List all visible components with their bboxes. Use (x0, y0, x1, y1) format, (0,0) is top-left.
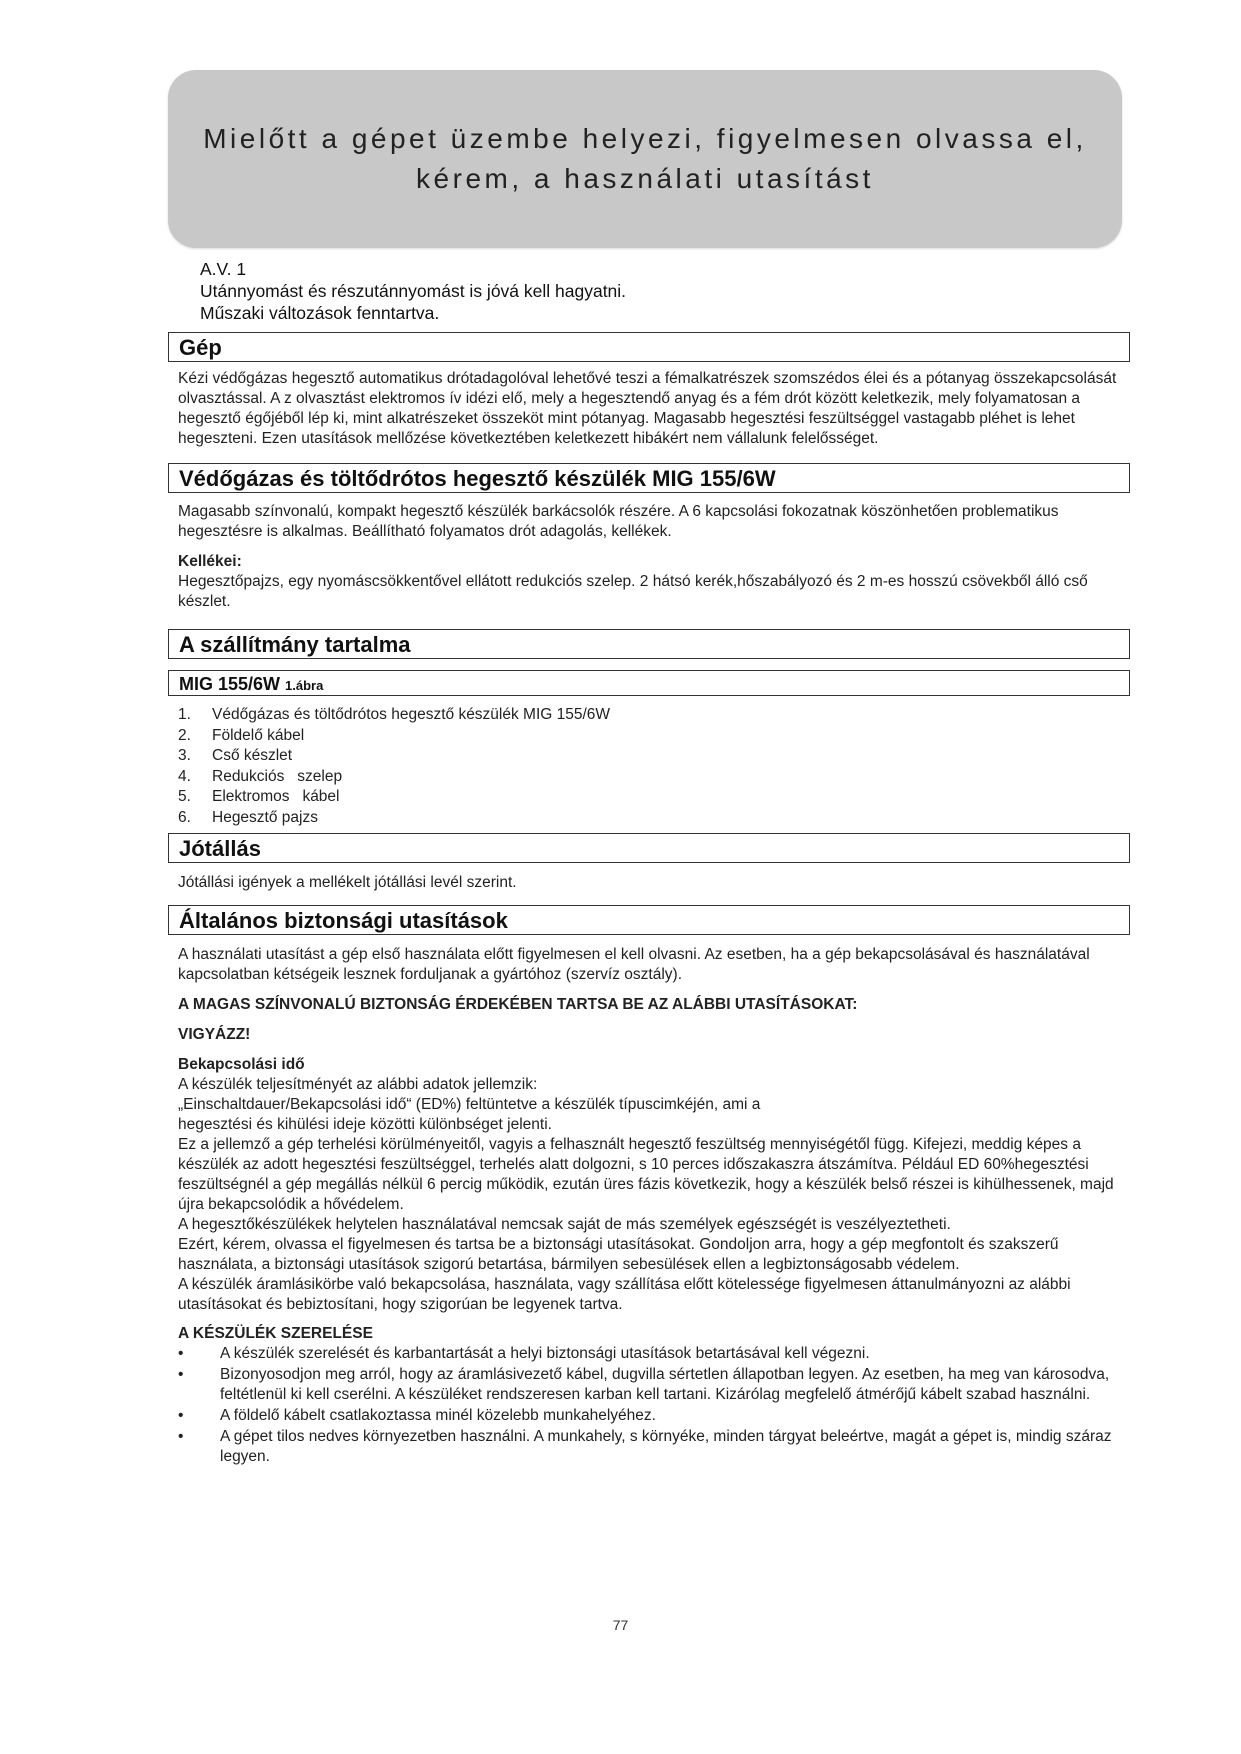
bullet-text: A földelő kábelt csatlakoztassa minél közelebb munkahelyéhez. (220, 1407, 656, 1424)
delivery-model: MIG 155/6W (179, 674, 281, 694)
list-item-number: 1. (178, 706, 191, 723)
list-item-number: 4. (178, 767, 191, 785)
changes-notice: Műszaki változások fenntartva. (200, 303, 440, 323)
warranty-paragraph: Jótállási igények a mellékelt jótállási levél szerint. (178, 874, 517, 891)
duty-line: „Einschaltdauer/Bekapcsolási idő“ (ED%) feltüntetve a készülék típuscimkéjén, ami a (178, 1096, 761, 1113)
list-item-text: Cső készlet (212, 747, 293, 764)
list-item-number: 3. (178, 747, 191, 764)
banner-title-line-2: kérem, a használati utasítást (416, 163, 874, 194)
list-item (178, 1344, 1130, 1364)
document-body (168, 332, 1130, 1468)
warning-label: VIGYÁZZ! (178, 1026, 251, 1043)
list-item (178, 746, 1130, 767)
section-heading-device: Védőgázas és töltődrótos hegesztő készülék MIG 155/6W (168, 463, 1130, 493)
bullet-icon: • (178, 1345, 184, 1362)
duty-line: Ez a jellemző a gép terhelési körülményeitől, vagyis a felhasznált hegesztő feszültség mennyiségétől függ. Kifejezi, meddig képes a készülék az adott hegesztési feszültséggel, terhelés alatt dolgozni, s 10 perces időszakaszra átszámítva. Például ED 60%hegesztési feszültségnél a gép megállás nélkül 6 percig működik, ezután üres fázis következik, hogy a készülék belső részei is kihülhessenek, majd újra bekapcsolódik a hővédelem. (178, 1136, 1114, 1213)
copyright-notice: Utánnyomást és részutánnyomást is jóvá kell hagyatni. (200, 281, 627, 301)
safety-intro: A használati utasítást a gép első használata előtt figyelmesen el kell olvasni. Az esetben, ha a gép bekapcsolásával és használatával kapcsolatban kétségeik lesznek forduljanak a gyártóhoz (szervíz osztály). (178, 946, 1090, 983)
assembly-title: A KÉSZÜLÉK SZERELÉSE (178, 1325, 373, 1342)
accessories-label: Kellékei: (178, 553, 242, 570)
duty-line: A készülék áramlásikörbe való bekapcsolása, használata, vagy szállítása előtt kötelessége figyelmesen áttanulmányozni az alábbi utasításokat és bebiztosítani, hogy szigorúan be legyenek tartva. (178, 1276, 1071, 1313)
list-item-number: 2. (178, 726, 191, 744)
page-number: 77 (612, 1617, 629, 1633)
bullet-icon: • (178, 1366, 184, 1383)
list-item (178, 767, 1130, 788)
list-item-text: Elektromos kábel (212, 788, 340, 805)
list-item-number: 5. (178, 788, 191, 805)
section-heading-gep: Gép (168, 332, 1130, 362)
list-item (178, 1365, 1130, 1405)
accessories-paragraph: Hegesztőpajzs, egy nyomáscsökkentővel ellátott redukciós szelep. 2 hátsó kerék,hőszabályozó és 2 m-es hosszú csövekből álló cső készlet. (178, 573, 1088, 610)
banner-title-line-1: Mielőtt a gépet üzembe helyezi, figyelmesen olvassa el, (203, 123, 1087, 154)
list-item (178, 1427, 1130, 1467)
delivery-subheading (168, 670, 1130, 696)
list-item (178, 705, 1130, 726)
bullet-text: A gépet tilos nedves környezetben használni. A munkahely, s környéke, minden tárgyat beleértve, magát a gépet is, mindig száraz legyen. (220, 1428, 1112, 1465)
duty-line: Ezért, kérem, olvassa el figyelmesen és tartsa be a biztonsági utasításokat. Gondoljon arra, hogy a gép megfontolt és szakszerű használata, a biztonsági utasítások szigorú betartása, bármilyen sebesülések ellen a legbiztonságosabb védelem. (178, 1236, 1059, 1273)
document-code: A.V. 1 (200, 259, 247, 279)
duty-cycle-title: Bekapcsolási idő (178, 1056, 305, 1073)
list-item-text: Redukciós szelep (212, 767, 343, 785)
delivery-figure-ref: 1.ábra (285, 678, 324, 693)
section-heading-safety: Általános biztonsági utasítások (168, 905, 1130, 935)
device-paragraph: Magasabb színvonalú, kompakt hegesztő készülék barkácsolók részére. A 6 kapcsolási fokozatnak köszönhetően problematikus hegesztésre is alkalmas. Beállítható folyamatos drót adagolás, kellékek. (178, 503, 1059, 540)
list-item-text: Védőgázas és töltődrótos hegesztő készülék MIG 155/6W (212, 706, 611, 723)
header-banner (168, 70, 1122, 248)
duty-line: hegesztési és kihülési ideje közötti különbséget jelenti. (178, 1116, 552, 1133)
section-heading-delivery: A szállítmány tartalma (168, 629, 1130, 659)
bullet-text: A készülék szerelését és karbantartását a helyi biztonsági utasítások betartásával kell végezni. (220, 1345, 870, 1362)
bullet-icon: • (178, 1428, 184, 1445)
delivery-list (168, 705, 1130, 828)
document-meta (200, 258, 626, 324)
duty-line: A készülék teljesítményét az alábbi adatok jellemzik: (178, 1076, 538, 1093)
gep-paragraph: Kézi védőgázas hegesztő automatikus drótadagolóval lehetővé teszi a fémalkatrészek szomszédos élei és a pótanyag összekapcsolását olvasztással. A z olvasztást elektromos ív idézi elő, mely a hegesztendő anyag és a fém drót között keletkezik, mely folyamatosan a hegesztő égőjéből lép ki, mint alkatrészeket összeköt mint pótanyag. Magasabb hegesztési feszültséggel vastagabb pléhet is lehet hegeszteni. Ezen utasítások mellőzése következtében keletkezett hibákért nem vállalunk felelősséget. (178, 370, 1117, 447)
list-item (178, 1406, 1130, 1426)
list-item (178, 808, 1130, 829)
list-item (178, 787, 1130, 808)
list-item-text: Hegesztő pajzs (212, 808, 318, 826)
bullet-icon: • (178, 1407, 184, 1424)
duty-line: A hegesztőkészülékek helytelen használatával nemcsak saját de más személyek egészségét is veszélyeztetheti. (178, 1216, 951, 1233)
assembly-bullet-list (168, 1344, 1130, 1467)
list-item-text: Földelő kábel (212, 726, 305, 744)
list-item (178, 726, 1130, 747)
section-heading-warranty: Jótállás (168, 833, 1130, 863)
bullet-text: Bizonyosodjon meg arról, hogy az áramlásivezető kábel, dugvilla sértetlen állapotban legyen. Az esetben, ha meg van károsodva, feltétlenül ki kell cserélni. A készüléket rendszeresen karban kell tartani. Kizárólag megfelelő átmérőjű kábelt szabad használni. (220, 1366, 1110, 1403)
list-item-number: 6. (178, 808, 191, 826)
safety-caps-notice: A MAGAS SZÍNVONALÚ BIZTONSÁG ÉRDEKÉBEN TARTSA BE AZ ALÁBBI UTASÍTÁSOKAT: (178, 996, 858, 1013)
